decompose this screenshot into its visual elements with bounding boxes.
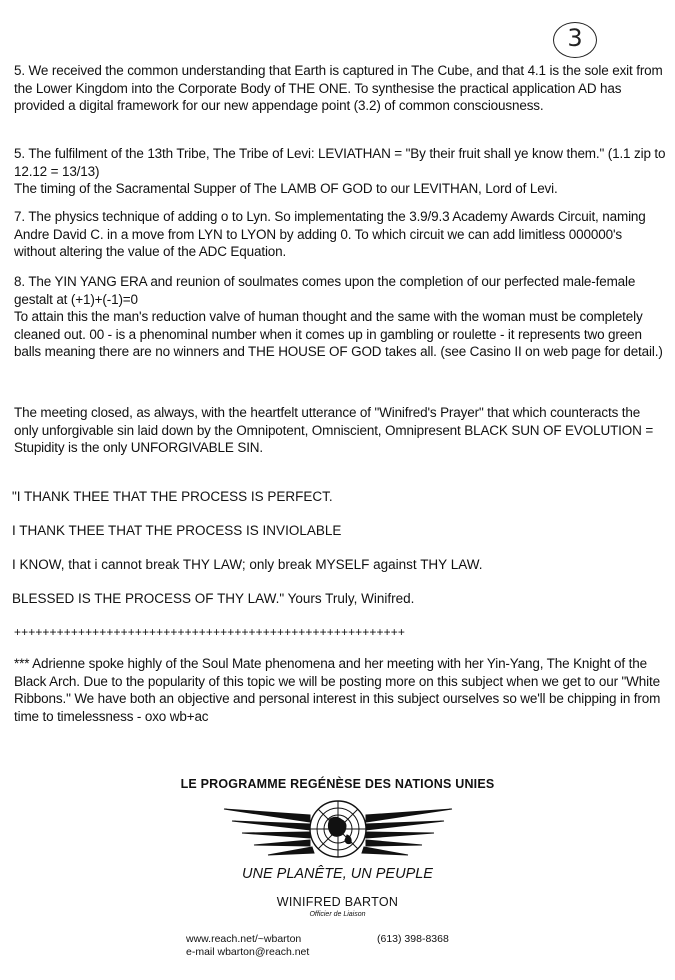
footer-title: LE PROGRAMME REGÉNÈSE DES NATIONS UNIES	[180, 777, 495, 791]
prayer-line-1: "I THANK THEE THAT THE PROCESS IS PERFECT.	[12, 489, 333, 504]
footer-website-link[interactable]: www.reach.net/~wbarton	[186, 933, 302, 945]
page-number: 3	[567, 24, 583, 52]
paragraph-point-8: 8. The YIN YANG ERA and reunion of soulmates comes upon the completion of our perfected male-female gestalt at (+1)+(-1)=0 To attain this the man's reduction valve of human thought and the same with the woman must be completely cleaned out. 00 - is a phenominal number when it comes up in gambling or roulette - it represents two green balls meaning there are no winners and THE HOUSE OF GOD takes all. (see Casino II on web page for detail.)	[14, 274, 663, 360]
footer-role: Officier de Liaison	[309, 911, 366, 918]
paragraph-point-7: 7. The physics technique of adding o to Lyn. So implementating the 3.9/9.3 Academy Awards Circuit, naming Andre David C. in a move from LYN to LYON by adding 0. To which circuit we can add limitless 000000's without altering the value of the ADC Equation.	[14, 209, 646, 260]
footer-motto: UNE PLANÊTE, UN PEUPLE	[242, 866, 433, 882]
paragraph-point-5b: 5. The fulfilment of the 13th Tribe, The Tribe of Levi: LEVIATHAN = "By their fruit shall ye know them." (1.1 zip to 12.12 = 13/13) The timing of the Sacramental Supper of The LAMB OF GOD to our LEVITHAN, Lord of Levi.	[14, 146, 666, 197]
paragraph-point-5a: 5. We received the common understanding that Earth is captured in The Cube, and that 4.1 is the sole exit from the Lower Kingdom into the Corporate Body of THE ONE. To synthesise the practical application AD has provided a digital framework for our new appendage point (3.2) of common consciousness.	[14, 63, 663, 114]
prayer-line-2: I THANK THEE THAT THE PROCESS IS INVIOLABLE	[12, 523, 342, 538]
paragraph-meeting-closed: The meeting closed, as always, with the heartfelt utterance of "Winifred's Prayer" that which counteracts the only unforgivable sin laid down by the Omnipotent, Omniscient, Omnipresent BLACK SUN OF EVOLUTION = Stupidity is the only UNFORGIVABLE SIN.	[14, 405, 654, 456]
paragraph-note: *** Adrienne spoke highly of the Soul Mate phenomena and her meeting with her Yin-Yang, The Knight of the Black Arch. Due to the popularity of this topic we will be posting more on this subject when we get to our "White Ribbons." We have both an objective and personal interest in this subject ourselves so we'll be chipping in from time to timelessness - oxo wb+ac	[14, 656, 661, 724]
prayer-line-3: I KNOW, that i cannot break THY LAW; only break MYSELF against THY LAW.	[12, 557, 483, 572]
footer-email-link[interactable]: e-mail wbarton@reach.net	[186, 946, 310, 958]
prayer-line-4: BLESSED IS THE PROCESS OF THY LAW." Yours Truly, Winifred.	[12, 591, 415, 606]
page-number-circle	[553, 22, 597, 58]
separator-line: +++++++++++++++++++++++++++++++++++++++++++++++++++++++	[14, 625, 405, 639]
footer-phone: (613) 398-8368	[377, 933, 449, 945]
footer-name: WINIFRED BARTON	[276, 895, 399, 909]
un-winged-globe-emblem-icon	[218, 795, 458, 863]
